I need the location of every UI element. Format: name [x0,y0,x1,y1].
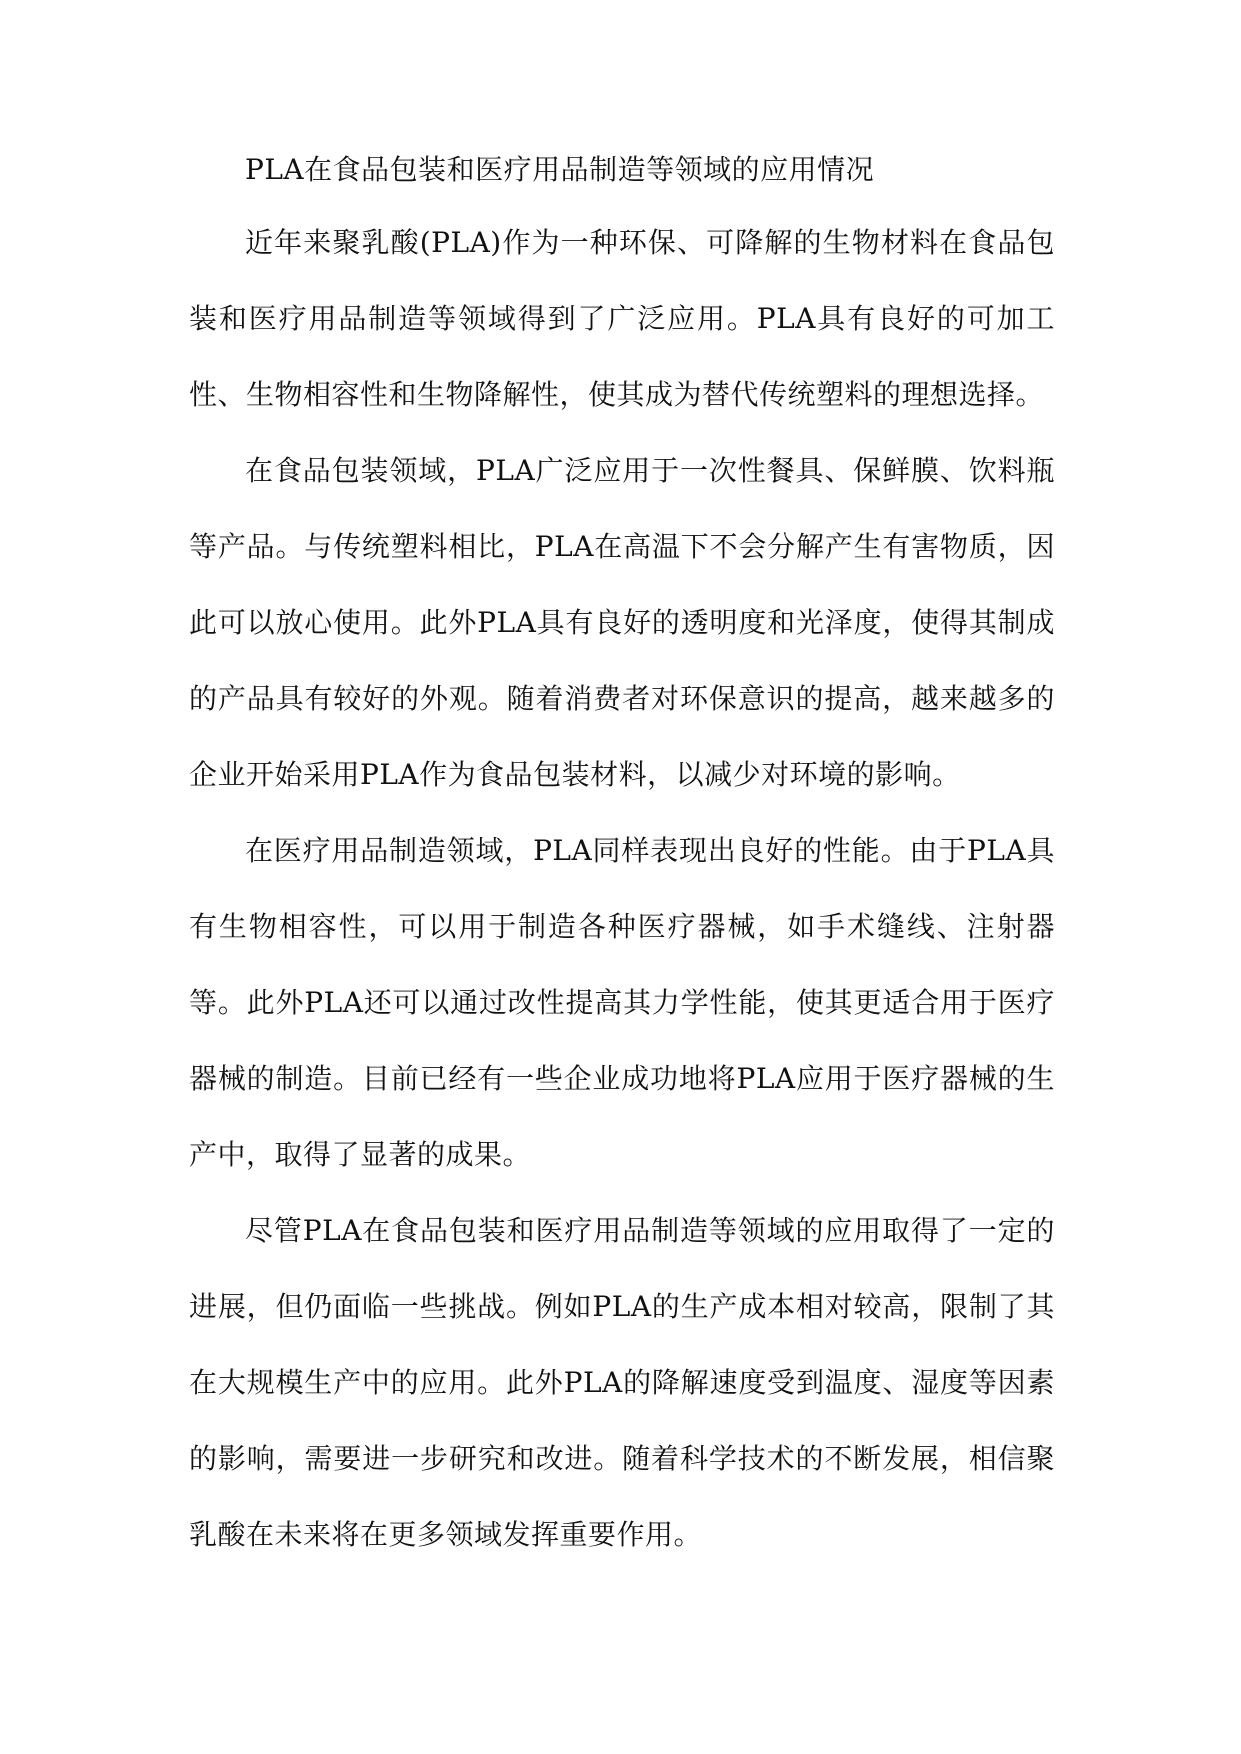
document-body [189,138,1055,1573]
paragraph-food-packaging: 在食品包装领域，PLA广泛应用于一次性餐具、保鲜膜、饮料瓶等产品。与传统塑料相比，PLA在高温下不会分解产生有害物质，因此可以放心使用。此外PLA具有良好的透明度和光泽度，使得其制成的产品具有较好的外观。随着消费者对环保意识的提高，越来越多的企业开始采用PLA作为食品包装材料，以减少对环境的影响。 [189,454,1055,791]
paragraph-intro: 近年来聚乳酸(PLA)作为一种环保、可降解的生物材料在食品包装和医疗用品制造等领域得到了广泛应用。PLA具有良好的可加工性、生物相容性和生物降解性，使其成为替代传统塑料的理想选择。 [189,226,1055,411]
paragraph-challenges: 尽管PLA在食品包装和医疗用品制造等领域的应用取得了一定的进展，但仍面临一些挑战。例如PLA的生产成本相对较高，限制了其在大规模生产中的应用。此外PLA的降解速度受到温度、湿度等因素的影响，需要进一步研究和改进。随着科学技术的不断发展，相信聚乳酸在未来将在更多领域发挥重要作用。 [189,1214,1055,1551]
document-title: PLA在食品包装和医疗用品制造等领域的应用情况 [245,153,875,186]
paragraph-medical-devices: 在医疗用品制造领域，PLA同样表现出良好的性能。由于PLA具有生物相容性，可以用于制造各种医疗器械，如手术缝线、注射器等。此外PLA还可以通过改性提高其力学性能，使其更适合用于医疗器械的制造。目前已经有一些企业成功地将PLA应用于医疗器械的生产中，取得了显著的成果。 [189,834,1055,1171]
